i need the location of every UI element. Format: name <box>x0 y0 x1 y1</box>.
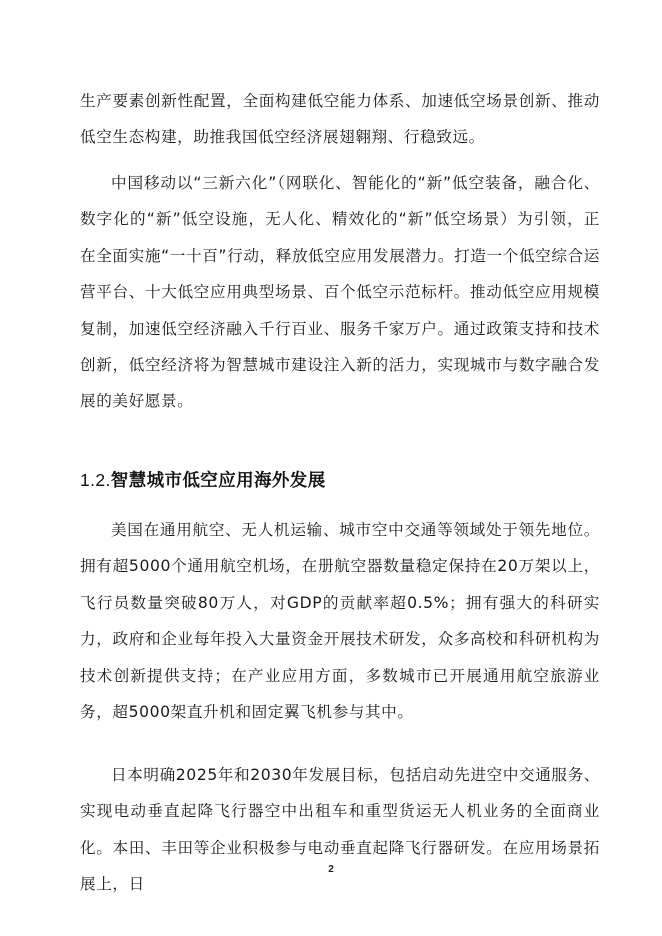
page-number: 2 <box>328 864 334 875</box>
body-paragraph-usa: 美国在通用航空、无人机运输、城市空中交通等领域处于领先地位。拥有超5000个通用航空机场，在册航空器数量稳定保持在20万架以上，飞行员数量突破80万人，对GDP的贡献率超0.5%；拥有强大的科研实力，政府和企业每年投入大量资金开展技术研发，众多高校和科研机构为技术创新提供支持；在产业应用方面，多数城市已开展通用航空旅游业务，超5000架直升机和固定翼飞机参与其中。 <box>80 521 600 722</box>
section-number: 1.2. <box>80 470 111 490</box>
section-title: 智慧城市低空应用海外发展 <box>110 471 326 491</box>
body-paragraph-china-mobile: 中国移动以“三新六化”（网联化、智能化的“新”低空装备，融合化、数字化的“新”低空设施，无人化、精效化的“新”低空场景）为引领，正在全面实施“一十百”行动，释放低空应用发展潜力。打造一个低空综合运营平台、十大低空应用典型场景、百个低空示范标杆。推动低空应用规模复制，加速低空经济融入千行百业、服务千家万户。通过政策支持和技术创新，低空经济将为智慧城市建设注入新的活力，实现城市与数字融合发展的美好愿景。 <box>80 174 600 411</box>
body-paragraph-japan: 日本明确2025年和2030年发展目标，包括启动先进空中交通服务、实现电动垂直起降飞行器空中出租车和重型货运无人机业务的全面商业化。本田、丰田等企业积极参与电动垂直起降飞行器研发。在应用场景拓展上，日 <box>80 766 601 894</box>
section-heading <box>80 466 326 495</box>
body-paragraph-continued: 生产要素创新性配置，全面构建低空能力体系、加速低空场景创新、推动低空生态构建，助推我国低空经济展翅翱翔、行稳致远。 <box>80 92 600 147</box>
